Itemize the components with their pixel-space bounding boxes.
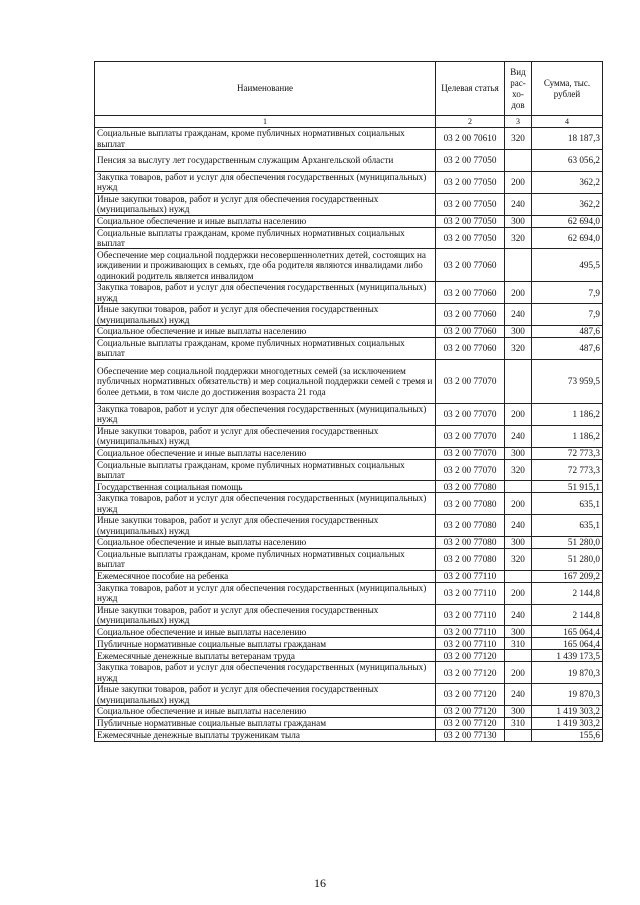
row-expense-type: [505, 730, 532, 742]
row-expense-type: 240: [505, 425, 532, 447]
table-row: [95, 650, 603, 662]
table-row: [95, 570, 603, 582]
row-amount: 19 870,3: [532, 662, 603, 684]
row-target-article: 03 2 00 77080: [436, 548, 505, 570]
row-name: Социальное обеспечение и иные выплаты населению: [95, 626, 436, 638]
row-expense-type: 300: [505, 626, 532, 638]
row-amount: 7,9: [532, 282, 603, 304]
table-row: [95, 150, 603, 172]
table-row: [95, 730, 603, 742]
table-row: [95, 536, 603, 548]
row-expense-type: [505, 150, 532, 172]
row-expense-type: 310: [505, 718, 532, 730]
row-amount: 72 773,3: [532, 447, 603, 459]
row-name: Ежемесячные денежные выплаты ветеранам труда: [95, 650, 436, 662]
row-target-article: 03 2 00 77050: [436, 193, 505, 215]
table-row: [95, 227, 603, 249]
row-name: Иные закупки товаров, работ и услуг для обеспечения государственных (муниципальных) нужд: [95, 515, 436, 537]
table-header: [95, 62, 603, 128]
row-expense-type: 300: [505, 447, 532, 459]
row-amount: 495,5: [532, 249, 603, 282]
row-target-article: 03 2 00 77110: [436, 604, 505, 626]
row-amount: 63 056,2: [532, 150, 603, 172]
table-row: [95, 548, 603, 570]
row-name: Социальные выплаты гражданам, кроме публичных нормативных социальных выплат: [95, 548, 436, 570]
row-amount: 51 915,1: [532, 481, 603, 493]
column-number-row: [95, 116, 603, 128]
row-target-article: 03 2 00 77070: [436, 425, 505, 447]
table-row: [95, 359, 603, 403]
row-expense-type: 320: [505, 459, 532, 481]
row-expense-type: 240: [505, 515, 532, 537]
row-name: Пенсия за выслугу лет государственным служащим Архангельской области: [95, 150, 436, 172]
table-row: [95, 128, 603, 150]
row-expense-type: 240: [505, 604, 532, 626]
row-target-article: 03 2 00 77080: [436, 493, 505, 515]
row-name: Социальное обеспечение и иные выплаты населению: [95, 706, 436, 718]
row-amount: 51 280,0: [532, 536, 603, 548]
row-expense-type: [505, 249, 532, 282]
table-row: [95, 582, 603, 604]
row-name: Социальные выплаты гражданам, кроме публичных нормативных социальных выплат: [95, 227, 436, 249]
table-row: [95, 338, 603, 360]
row-amount: 7,9: [532, 304, 603, 326]
row-name: Социальное обеспечение и иные выплаты населению: [95, 447, 436, 459]
row-name: Социальное обеспечение и иные выплаты населению: [95, 326, 436, 338]
table-row: [95, 249, 603, 282]
row-expense-type: 200: [505, 493, 532, 515]
table-row: [95, 172, 603, 194]
row-amount: 1 186,2: [532, 403, 603, 425]
row-amount: 19 870,3: [532, 684, 603, 706]
row-expense-type: 200: [505, 662, 532, 684]
row-expense-type: 240: [505, 304, 532, 326]
row-target-article: 03 2 00 77060: [436, 304, 505, 326]
row-amount: 2 144,8: [532, 582, 603, 604]
table-row: [95, 193, 603, 215]
row-expense-type: 200: [505, 403, 532, 425]
row-amount: 165 064,4: [532, 626, 603, 638]
row-name: Социальное обеспечение и иные выплаты населению: [95, 536, 436, 548]
row-expense-type: 300: [505, 215, 532, 227]
row-expense-type: 200: [505, 172, 532, 194]
row-expense-type: 320: [505, 548, 532, 570]
table-row: [95, 304, 603, 326]
row-expense-type: 240: [505, 684, 532, 706]
row-name: Государственная социальная помощь: [95, 481, 436, 493]
row-amount: 362,2: [532, 172, 603, 194]
table-row: [95, 493, 603, 515]
column-number: 3: [505, 116, 532, 128]
row-amount: 2 144,8: [532, 604, 603, 626]
row-target-article: 03 2 00 77120: [436, 684, 505, 706]
row-target-article: 03 2 00 77120: [436, 662, 505, 684]
table-row: [95, 706, 603, 718]
row-expense-type: 320: [505, 128, 532, 150]
row-amount: 635,1: [532, 493, 603, 515]
row-target-article: 03 2 00 77110: [436, 626, 505, 638]
row-name: Закупка товаров, работ и услуг для обеспечения государственных (муниципальных) нужд: [95, 582, 436, 604]
row-expense-type: 300: [505, 326, 532, 338]
row-expense-type: 200: [505, 282, 532, 304]
column-number: 2: [436, 116, 505, 128]
row-target-article: 03 2 00 77060: [436, 282, 505, 304]
row-name: Иные закупки товаров, работ и услуг для обеспечения государственных (муниципальных) нужд: [95, 304, 436, 326]
row-name: Ежемесячные денежные выплаты труженикам тыла: [95, 730, 436, 742]
row-amount: 1 419 303,2: [532, 706, 603, 718]
header-name: Наименование: [95, 62, 436, 116]
table-row: [95, 604, 603, 626]
table-row: [95, 684, 603, 706]
row-amount: 1 439 173,5: [532, 650, 603, 662]
row-target-article: 03 2 00 77110: [436, 570, 505, 582]
row-expense-type: 300: [505, 536, 532, 548]
header-target-article: Целевая статья: [436, 62, 505, 116]
row-amount: 167 209,2: [532, 570, 603, 582]
row-target-article: 03 2 00 77110: [436, 638, 505, 650]
row-target-article: 03 2 00 77070: [436, 403, 505, 425]
row-target-article: 03 2 00 77130: [436, 730, 505, 742]
row-target-article: 03 2 00 77050: [436, 172, 505, 194]
row-name: Закупка товаров, работ и услуг для обеспечения государственных (муниципальных) нужд: [95, 282, 436, 304]
row-name: Иные закупки товаров, работ и услуг для обеспечения государственных (муниципальных) нужд: [95, 193, 436, 215]
row-amount: 1 186,2: [532, 425, 603, 447]
row-expense-type: 240: [505, 193, 532, 215]
row-expense-type: [505, 359, 532, 403]
row-target-article: 03 2 00 77050: [436, 150, 505, 172]
row-target-article: 03 2 00 77070: [436, 359, 505, 403]
row-name: Иные закупки товаров, работ и услуг для обеспечения государственных (муниципальных) нужд: [95, 684, 436, 706]
row-target-article: 03 2 00 77120: [436, 650, 505, 662]
row-target-article: 03 2 00 77080: [436, 536, 505, 548]
row-amount: 155,6: [532, 730, 603, 742]
row-expense-type: 300: [505, 706, 532, 718]
row-expense-type: [505, 570, 532, 582]
row-target-article: 03 2 00 77050: [436, 227, 505, 249]
row-amount: 73 959,5: [532, 359, 603, 403]
table-body: [95, 128, 603, 742]
row-amount: 1 419 303,2: [532, 718, 603, 730]
row-amount: 487,6: [532, 338, 603, 360]
row-name: Закупка товаров, работ и услуг для обеспечения государственных (муниципальных) нужд: [95, 493, 436, 515]
row-target-article: 03 2 00 70610: [436, 128, 505, 150]
page-number: 16: [314, 876, 326, 890]
column-number: 4: [532, 116, 603, 128]
table-row: [95, 481, 603, 493]
row-expense-type: 200: [505, 582, 532, 604]
row-expense-type: 310: [505, 638, 532, 650]
row-amount: 635,1: [532, 515, 603, 537]
row-target-article: 03 2 00 77060: [436, 338, 505, 360]
column-number: 1: [95, 116, 436, 128]
row-name: Закупка товаров, работ и услуг для обеспечения государственных (муниципальных) нужд: [95, 172, 436, 194]
table-row: [95, 425, 603, 447]
row-name: Социальное обеспечение и иные выплаты населению: [95, 215, 436, 227]
table-row: [95, 662, 603, 684]
row-amount: 165 064,4: [532, 638, 603, 650]
row-target-article: 03 2 00 77120: [436, 718, 505, 730]
table-row: [95, 515, 603, 537]
row-name: Ежемесячное пособие на ребенка: [95, 570, 436, 582]
table-row: [95, 718, 603, 730]
row-name: Социальные выплаты гражданам, кроме публичных нормативных социальных выплат: [95, 128, 436, 150]
row-expense-type: [505, 481, 532, 493]
row-name: Социальные выплаты гражданам, кроме публичных нормативных социальных выплат: [95, 459, 436, 481]
row-target-article: 03 2 00 77080: [436, 481, 505, 493]
budget-table: [94, 61, 603, 742]
row-name: Закупка товаров, работ и услуг для обеспечения государственных (муниципальных) нужд: [95, 403, 436, 425]
row-amount: 18 187,3: [532, 128, 603, 150]
table-row: [95, 626, 603, 638]
table-row: [95, 638, 603, 650]
row-target-article: 03 2 00 77070: [436, 447, 505, 459]
row-amount: 62 694,0: [532, 215, 603, 227]
row-amount: 62 694,0: [532, 227, 603, 249]
header-row: [95, 62, 603, 116]
table-row: [95, 447, 603, 459]
row-amount: 72 773,3: [532, 459, 603, 481]
row-name: Иные закупки товаров, работ и услуг для обеспечения государственных (муниципальных) нужд: [95, 604, 436, 626]
row-name: Закупка товаров, работ и услуг для обеспечения государственных (муниципальных) нужд: [95, 662, 436, 684]
row-target-article: 03 2 00 77070: [436, 459, 505, 481]
table-row: [95, 282, 603, 304]
row-amount: 362,2: [532, 193, 603, 215]
row-name: Иные закупки товаров, работ и услуг для обеспечения государственных (муниципальных) нужд: [95, 425, 436, 447]
row-target-article: 03 2 00 77060: [436, 249, 505, 282]
row-amount: 51 280,0: [532, 548, 603, 570]
header-expense-type: Вид рас-хо-дов: [505, 62, 532, 116]
table-row: [95, 215, 603, 227]
row-expense-type: [505, 650, 532, 662]
row-amount: 487,6: [532, 326, 603, 338]
row-target-article: 03 2 00 77080: [436, 515, 505, 537]
row-target-article: 03 2 00 77110: [436, 582, 505, 604]
table-row: [95, 326, 603, 338]
row-target-article: 03 2 00 77060: [436, 326, 505, 338]
row-name: Публичные нормативные социальные выплаты гражданам: [95, 718, 436, 730]
header-amount: Сумма, тыс. рублей: [532, 62, 603, 116]
row-expense-type: 320: [505, 227, 532, 249]
row-name: Социальные выплаты гражданам, кроме публичных нормативных социальных выплат: [95, 338, 436, 360]
row-name: Публичные нормативные социальные выплаты гражданам: [95, 638, 436, 650]
table-row: [95, 459, 603, 481]
row-target-article: 03 2 00 77050: [436, 215, 505, 227]
row-name: Обеспечение мер социальной поддержки несовершеннолетних детей, состоящих на иждивении и проживающих в семьях, где оба родителя являются инвалидами либо одинокий родитель является инвалидом: [95, 249, 436, 282]
row-name: Обеспечение мер социальной поддержки многодетных семей (за исключением публичных нормативных обязательств) и мер социальной поддержки семей с тремя и более детьми, в том числе до достижения возраста 21 года: [95, 359, 436, 403]
table-row: [95, 403, 603, 425]
row-expense-type: 320: [505, 338, 532, 360]
row-target-article: 03 2 00 77120: [436, 706, 505, 718]
